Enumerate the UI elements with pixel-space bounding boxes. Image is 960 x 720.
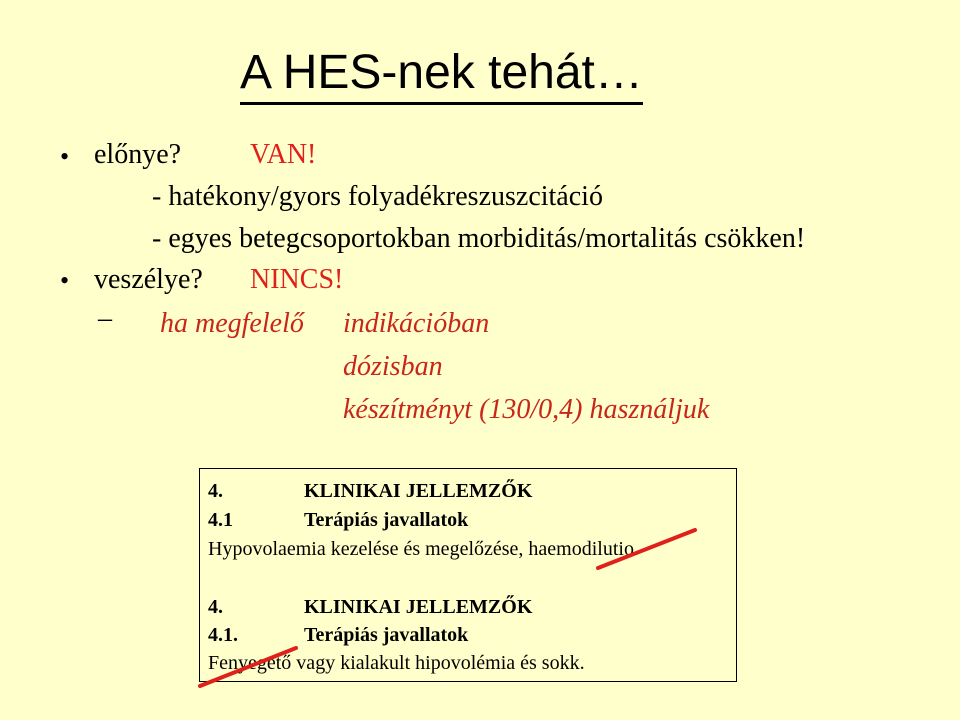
indication-text-old: Hypovolaemia kezelése és megelőzése, haemodilutio. (208, 538, 639, 560)
advantage-point-2: - egyes betegcsoportokban morbiditás/mortalitás csökken! (152, 223, 806, 254)
slide-title: A HES-nek tehát… (240, 44, 643, 105)
condition-if-appropriate: ha megfelelő (160, 308, 304, 339)
bullet-danger-label: veszélye? (94, 264, 203, 295)
subsection-heading: Terápiás javallatok (304, 624, 469, 646)
condition-product: készítményt (130/0,4) használjuk (343, 394, 710, 425)
strike-fenyegeto (200, 648, 296, 686)
subsection-heading: Terápiás javallatok (304, 509, 469, 531)
dash: – (98, 303, 112, 334)
section-number: 4. (208, 480, 223, 502)
section-heading: KLINIKAI JELLEMZŐK (304, 480, 533, 502)
bullet-advantage-label: előnye? (94, 139, 182, 170)
subsection-number: 4.1. (208, 624, 238, 646)
strike-haemodilutio (598, 530, 695, 568)
bullet-dot: • (60, 142, 70, 171)
bullet-danger-answer: NINCS! (250, 264, 344, 295)
indication-text-new: Fenyegető vagy kialakult hipovolémia és sokk. (208, 652, 585, 674)
section-number: 4. (208, 596, 223, 618)
condition-indication: indikációban (343, 308, 490, 339)
bullet-dot: • (60, 266, 70, 295)
section-heading: KLINIKAI JELLEMZŐK (304, 596, 533, 618)
bullet-advantage-answer: VAN! (250, 139, 317, 170)
condition-dose: dózisban (343, 351, 443, 382)
advantage-point-1: - hatékony/gyors folyadékreszuszcitáció (152, 181, 603, 212)
subsection-number: 4.1 (208, 509, 233, 531)
